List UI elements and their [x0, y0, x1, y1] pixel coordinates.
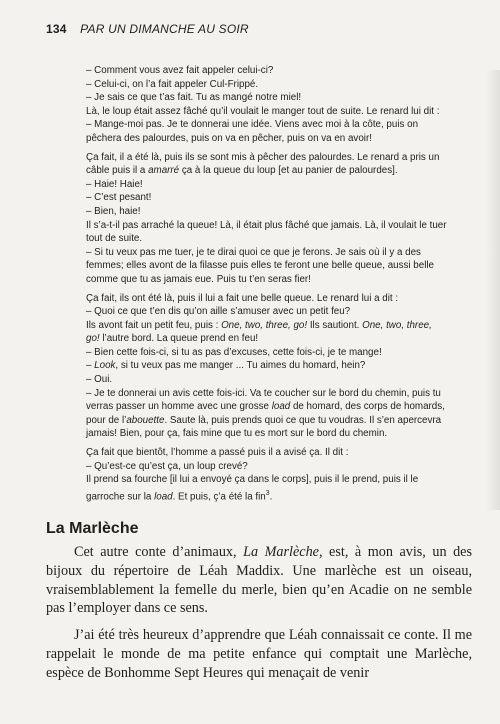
running-title: PAR UN DIMANCHE AU SOIR [80, 22, 249, 36]
text-run: – C’est pesant! [86, 192, 152, 204]
text-run: – Je te donnerai un avis cette fois-ici. Va te coucher sur le bord du chemin, puis tu verras passer un homme avec une grosse [86, 387, 441, 413]
text-run: – Mange-moi pas. Je te donnerai une idée. Viens avec moi à la côte, puis on pêchera des palourdes, puis on va en pêcher, puis on va en avoir! [86, 119, 419, 144]
section-heading: La Marlèche [46, 520, 139, 537]
text-run: de homard, des corps de homards, pour de l’ [86, 401, 445, 426]
dialogue-line [86, 151, 448, 178]
text-run: ça à la queue du loup [et au panier de palourdes]. [179, 165, 398, 177]
dialogue-line [86, 118, 448, 145]
dialogue-line [86, 319, 448, 346]
text-run: – Bien, haie! [86, 205, 141, 217]
section-body [46, 543, 472, 683]
dialogue-line [86, 359, 448, 373]
text-run: – Bien cette fois-ci, si tu as pas d’excuses, cette fois-ci, je te mange! [86, 346, 382, 358]
text-run: – [86, 360, 95, 372]
italic-run: One, two, three, go! [86, 319, 432, 345]
dialogue-line [86, 78, 448, 92]
text-run: . [269, 491, 273, 503]
italic-run: load [154, 491, 173, 503]
dialogue-line [86, 64, 448, 78]
text-run: – Celui-ci, on l’a fait appeler Cul-Frippé. [86, 78, 259, 90]
dialogue-line [86, 219, 448, 246]
dialogue-line [86, 346, 448, 360]
tale-dialogue [86, 64, 448, 504]
text-run: J’ai été très heureux d’apprendre que Léah connaissait ce conte. Il me rappelait le monde de ma petite enfance qui comptait une Marlèche, espèce de Bonhomme Sept Heures qui menaçait de venir [46, 627, 472, 681]
text-run: – Haie! Haie! [86, 178, 143, 190]
italic-run: Look [94, 360, 116, 372]
text-run: Ça fait, il a été là, puis ils se sont mis à pêcher des palourdes. Le renard a pris un câble puis il a [86, 151, 440, 177]
text-run: , si tu veux pas me manger ... Tu aimes du homard, hein? [115, 360, 366, 372]
text-run: Ils avont fait un petit feu, puis : [86, 319, 222, 331]
dialogue-line [86, 473, 448, 503]
italic-run: abouette [126, 414, 165, 426]
dialogue-line [86, 105, 448, 119]
text-run: – Je sais ce que t’as fait. Tu as mangé notre miel! [86, 92, 302, 104]
italic-run: La Marlèche [243, 544, 319, 560]
dialogue-line [86, 460, 448, 474]
text-run: Là, le loup était assez fâché qu’il voulait le manger tout de suite. Le renard lui dit : [86, 105, 440, 117]
text-run: – Qu’est-ce qu’est ça, un loup crevé? [86, 460, 248, 472]
dialogue-line [86, 178, 448, 192]
text-run: l’autre bord. La queue prend en feu! [99, 333, 259, 345]
dialogue-line [86, 191, 448, 205]
text-run: – Si tu veux pas me tuer, je te dirai quoi ce que je ferons. Je sais où il y a des femmes; elles avont de la filasse puis elles te feront une belle queue, aussi belle comme que tu as jamais eue. Puis tu t’en seras fier! [86, 246, 434, 285]
text-run: Il prend sa fourche [il lui a envoyé ça dans le corps], puis il le prend, puis il le garroche sur la [86, 474, 419, 503]
dialogue-line [86, 305, 448, 319]
paragraph-gap [46, 618, 472, 626]
italic-run: load [271, 401, 291, 413]
dialogue-line [86, 446, 448, 460]
text-run: Cet autre conte d’animaux, [74, 544, 244, 560]
dialogue-line [86, 91, 448, 105]
page-number: 134 [46, 22, 67, 36]
text-run: Ça fait, ils ont été là, puis il lui a fait une belle queue. Le renard lui a dit : [86, 292, 399, 304]
text-run: Il s’a-t-il pas arraché la queue! Là, il était plus fâché que jamais. Là, il voulait le tuer tout de suite. [86, 219, 447, 245]
text-run: – Oui. [86, 374, 113, 386]
bleed-through-shadow [486, 70, 500, 510]
text-run: – Quoi ce que t’en dis qu’on aille s’amuser avec un petit feu? [86, 306, 351, 318]
dialogue-line [86, 373, 448, 387]
running-header [46, 22, 249, 36]
text-run: Ça fait que bientôt, l’homme a passé puis il a avisé ça. Il dit : [86, 447, 349, 459]
text-run: , est, à mon avis, un des bijoux du répertoire de Léah Maddix. Une marlèche est un oiseau, vraisemblablement la femelle du merle, bien qu’en Acadie on ne semble pas l’employer dans ce sens. [46, 544, 473, 617]
dialogue-line [86, 205, 448, 219]
text-run: Ils sautiont. [307, 319, 363, 331]
text-run: . Saute là, puis prends quoi ce que tu voudras. Il s’en apercevra jamais! Bien, pour ça, fais mine que tu es mort sur le bord du chemin. [86, 414, 442, 440]
section-paragraph [46, 626, 472, 682]
dialogue-line [86, 387, 448, 441]
text-run: . Et puis, ç’a été la fin [172, 491, 266, 503]
text-run: – Comment vous avez fait appeler celui-ci? [86, 65, 274, 76]
italic-run: amarré [148, 165, 180, 177]
dialogue-line [86, 246, 448, 287]
dialogue-line [86, 292, 448, 306]
section-paragraph [46, 543, 472, 618]
footnote-marker: 3 [265, 489, 270, 497]
italic-run: One, two, three, go! [221, 319, 308, 331]
